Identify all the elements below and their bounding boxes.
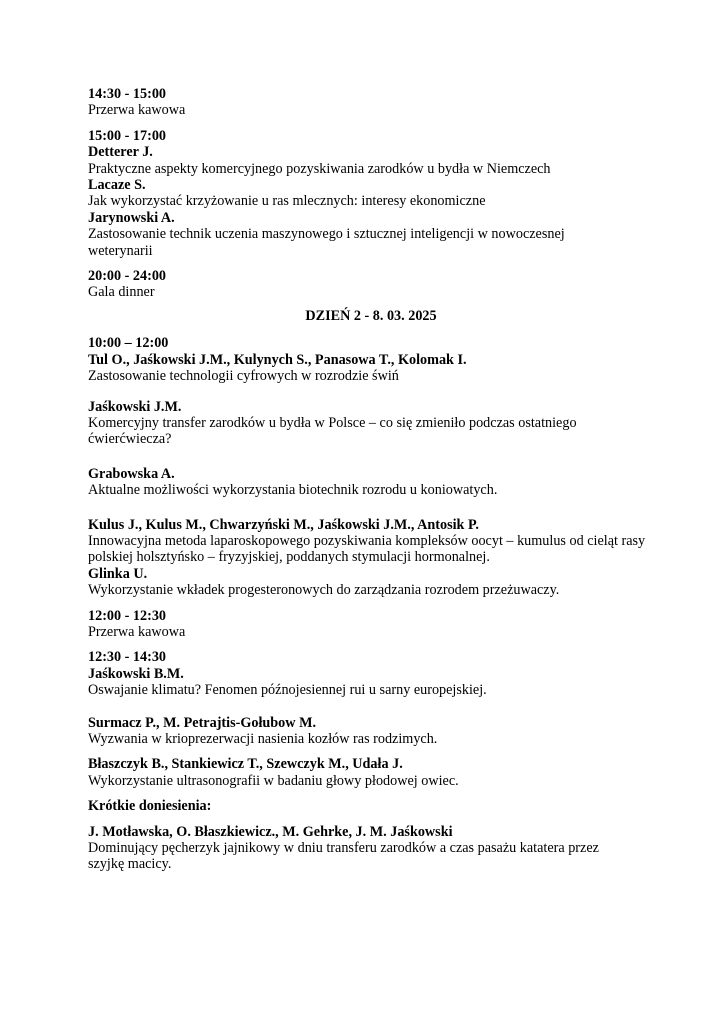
session-time: 20:00 - 24:00	[88, 268, 167, 285]
talk-author: Grabowska A.	[88, 465, 175, 482]
talk-author: Tul O., Jaśkowski J.M., Kulynych S., Panasowa T., Kolomak I.	[88, 351, 467, 368]
talk-title: Wykorzystanie wkładek progesteronowych do zarządzania rozrodem przeżuwaczy.	[88, 582, 560, 599]
talk-title: Dominujący pęcherzyk jajnikowy w dniu transferu zarodków a czas pasażu katatera przez szyjkę macicy.	[88, 840, 599, 873]
session-title: Przerwa kawowa	[88, 623, 186, 640]
talk-author: Jarynowski A.	[88, 209, 175, 226]
session-1200	[88, 608, 648, 641]
session-1430	[88, 86, 648, 119]
session-time: 15:00 - 17:00	[88, 127, 167, 144]
session-1230	[88, 649, 648, 789]
talk-title: Jak wykorzystać krzyżowanie u ras mlecznych: interesy ekonomiczne	[88, 193, 486, 210]
talk-title: Praktyczne aspekty komercyjnego pozyskiwania zarodków u bydła w Niemczech	[88, 160, 551, 177]
talk-author: Jaśkowski B.M.	[88, 665, 184, 682]
talk-author: Detterer J.	[88, 144, 153, 161]
session-time: 12:30 - 14:30	[88, 649, 167, 666]
talk-author: Błaszczyk B., Stankiewicz T., Szewczyk M., Udała J.	[88, 756, 403, 773]
talk-author: Lacaze S.	[88, 177, 146, 194]
talk-title: Innowacyjna metoda laparoskopowego pozyskiwania kompleksów oocyt – kumulus od cieląt rasy polskiej holsztyńsko – fryzyjskiej, poddanych stymulacji hormonalnej.	[88, 532, 646, 566]
document-page	[88, 86, 648, 873]
session-title: Przerwa kawowa	[88, 102, 186, 119]
talk-author: Kulus J., Kulus M., Chwarzyński M., Jaśkowski J.M., Antosik P.	[88, 516, 479, 533]
session-time: 14:30 - 15:00	[88, 86, 167, 102]
talk-title: Oswajanie klimatu? Fenomen późnojesiennej rui u sarny europejskiej.	[88, 682, 487, 699]
session-time: 10:00 – 12:00	[88, 335, 169, 352]
talk-author: Surmacz P., M. Petrajtis-Gołubow M.	[88, 714, 317, 731]
short-reports-heading: Krótkie doniesienia:	[88, 798, 212, 815]
talk-author: Glinka U.	[88, 565, 148, 582]
talk-title: Zastosowanie technologii cyfrowych w rozrodzie świń	[88, 368, 399, 385]
session-1000	[88, 335, 648, 598]
talk-author: J. Motławska, O. Błaszkiewicz., M. Gehrke, J. M. Jaśkowski	[88, 823, 453, 840]
session-title: Gala dinner	[88, 284, 155, 301]
talk-title: Wykorzystanie ultrasonografii w badaniu głowy płodowej owiec.	[88, 772, 459, 789]
short-reports	[88, 798, 648, 873]
talk-title: Komercyjny transfer zarodków u bydła w Polsce – co się zmieniło podczas ostatniego ćwierćwiecza?	[88, 414, 577, 448]
talk-title: Zastosowanie technik uczenia maszynowego i sztucznej inteligencji w nowoczesnej weterynarii	[88, 226, 565, 259]
session-2000	[88, 268, 648, 301]
talk-title: Wyzwania w krioprezerwacji nasienia kozłów ras rodzimych.	[88, 731, 438, 747]
talk-title: Aktualne możliwości wykorzystania biotechnik rozrodu u koniowatych.	[88, 482, 498, 499]
session-time: 12:00 - 12:30	[88, 607, 167, 624]
talk-author: Jaśkowski J.M.	[88, 398, 182, 415]
session-1500	[88, 128, 648, 259]
day-heading: DZIEŃ 2 - 8. 03. 2025	[305, 307, 437, 324]
